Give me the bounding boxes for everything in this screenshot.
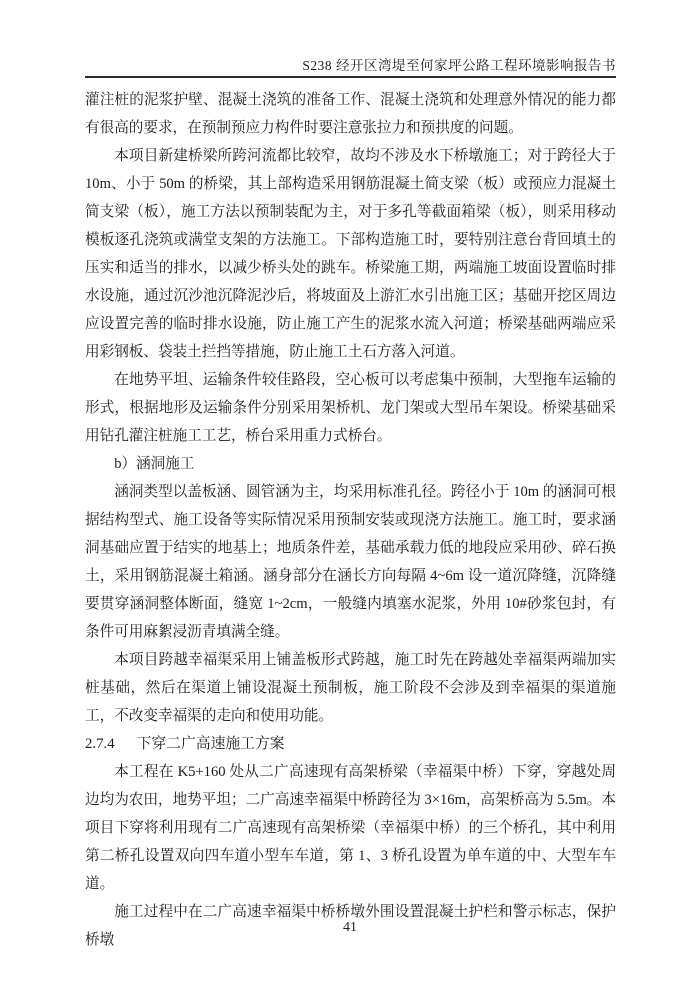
page-footer xyxy=(0,920,700,936)
section-heading-2-7-4 xyxy=(85,730,616,758)
subheading-culvert-construction: b）涵洞施工 xyxy=(114,456,195,472)
page-number: 41 xyxy=(343,920,357,935)
paragraph-slab-erection: 在地势平坦、运输条件较佳路段，空心板可以考虑集中预制，大型拖车运输的形式，根据地形及运输条件分别采用架桥机、龙门架或大型吊车架设。桥梁基础采用钻孔灌注桩施工工艺，桥台采用重力式桥台。 xyxy=(85,372,616,444)
running-header-title: S238 经开区湾堤至何家坪公路工程环境影响报告书 xyxy=(302,58,616,73)
paragraph-culvert-details: 涵洞类型以盖板涵、圆管涵为主，均采用标准孔径。跨径小于 10m 的涵洞可根据结构型式、施工设备等实际情况采用预制安装或现浇方法施工。施工时，要求涵洞基础应置于结实的地基上；地质条件差，基础承载力低的地段应采用砂、碎石换土，采用钢筋混凝土箱涵。涵身部分在涵长方向每隔 4~6m 设一道沉降缝，沉降缝要贯穿涵洞整体断面，缝宽 1~2cm，一般缝内填塞水泥浆，外用 10#砂浆包封，有条件可用麻絮浸沥青填满全缝。 xyxy=(85,484,616,640)
paragraph-xingfu-canal-crossing: 本项目跨越幸福渠采用上铺盖板形式跨越，施工时先在跨越处幸福渠两端加实桩基础，然后在渠道上铺设混凝土预制板，施工阶段不会涉及到幸福渠的渠道施工，不改变幸福渠的走向和使用功能。 xyxy=(85,652,616,724)
paragraph-bridge-construction: 本项目新建桥梁所跨河流都比较窄，故均不涉及水下桥墩施工；对于跨径大于 10m、小于 50m 的桥梁，其上部构造采用钢筋混凝土简支梁（板）或预应力混凝土简支梁（板），施工方法以预制装配为主，对于多孔等截面箱梁（板），则采用移动模板逐孔浇筑或满堂支架的方法施工。下部构造施工时，要特别注意台背回填土的压实和适当的排水，以减少桥头处的跳车。桥梁施工期，两端施工坡面设置临时排水设施，通过沉沙池沉降泥沙后，将坡面及上游汇水引出施工区；基础开挖区周边应设置完善的临时排水设施，防止施工产生的泥浆水流入河道；桥梁基础两端应采用彩钢板、袋装土拦挡等措施，防止施工土石方落入河道。 xyxy=(85,148,616,360)
section-heading-number: 2.7.4 xyxy=(85,736,115,752)
running-header xyxy=(85,54,616,74)
paragraph-pier-protection: 施工过程中在二广高速幸福渠中桥桥墩外围设置混凝土护栏和警示标志，保护桥墩 xyxy=(85,904,616,948)
header-rule xyxy=(85,76,616,78)
paragraph-pile-casting-requirements: 灌注桩的泥浆护壁、混凝土浇筑的准备工作、混凝土浇筑和处理意外情况的能力都有很高的要求，在预制预应力构件时要注意张拉力和预拱度的问题。 xyxy=(85,92,616,136)
section-heading-title: 下穿二广高速施工方案 xyxy=(136,736,285,752)
paragraph-underpass-scheme: 本工程在 K5+160 处从二广高速现有高架桥梁（幸福渠中桥）下穿，穿越处周边均为农田，地势平坦；二广高速幸福渠中桥跨径为 3×16m，高架桥高为 5.5m。本项目下穿将利用现有二广高速现有高架桥梁（幸福渠中桥）的三个桥孔，其中利用第二桥孔设置双向四车道小型车车道，第 1、3 桥孔设置为单车道的中、大型车车道。 xyxy=(85,764,616,892)
document-body xyxy=(85,86,616,954)
